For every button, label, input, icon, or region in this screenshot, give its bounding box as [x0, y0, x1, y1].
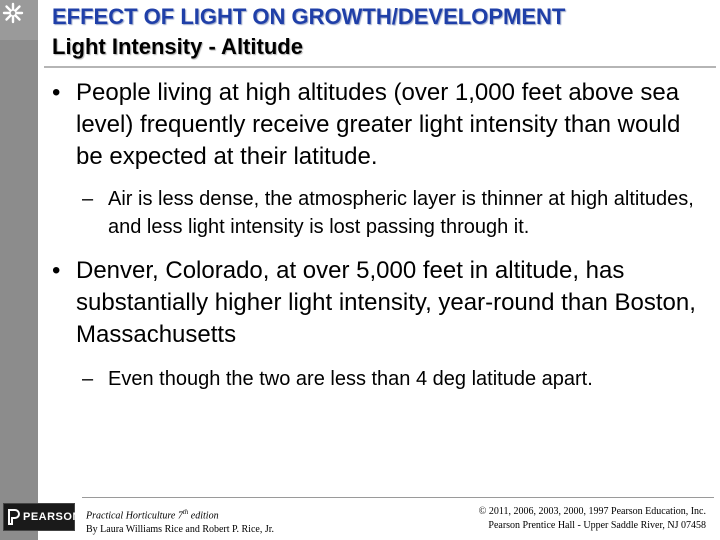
sub-bullet-item	[52, 365, 712, 393]
publisher-line: Pearson Prentice Hall - Upper Saddle River, NJ 07458	[488, 520, 706, 531]
bullet-item	[52, 77, 712, 173]
pearson-logo-text: PEARSON	[23, 511, 81, 523]
book-edition-sup: th	[182, 508, 189, 516]
copyright-line: © 2011, 2006, 2003, 2000, 1997 Pearson Education, Inc.	[478, 506, 706, 517]
sub-bullet-item	[52, 185, 712, 241]
book-title: Practical Horticulture 7	[86, 510, 183, 522]
sub-bullet-text: Air is less dense, the atmospheric layer is thinner at high altitudes, and less light intensity is lost passing through it.	[108, 188, 694, 238]
slide-subtitle: Light Intensity - Altitude	[52, 34, 303, 59]
footer-divider	[82, 497, 714, 498]
bullet-text: Denver, Colorado, at over 5,000 feet in altitude, has substantially higher light intensity, year-round than Boston, Massachusetts	[76, 257, 696, 348]
footer-copyright	[479, 505, 706, 533]
slide-title: EFFECT OF LIGHT ON GROWTH/DEVELOPMENT	[52, 4, 566, 29]
book-authors: By Laura Williams Rice and Robert P. Rice, Jr.	[86, 524, 274, 536]
pearson-p-icon	[7, 508, 21, 526]
left-sidebar-band	[0, 0, 38, 540]
book-title-line	[86, 505, 274, 523]
sub-bullet-mark: –	[82, 368, 94, 390]
slide-content	[52, 77, 712, 393]
pearson-logo-icon	[3, 503, 81, 531]
asterisk-flower-icon	[2, 2, 24, 24]
bullet-mark: •	[52, 257, 61, 284]
sidebar-top-block	[0, 0, 38, 40]
bullet-mark: •	[52, 79, 61, 106]
sub-bullet-text: Even though the two are less than 4 deg latitude apart.	[108, 368, 593, 390]
title-divider	[44, 66, 716, 68]
footer-citation	[86, 505, 274, 537]
bullet-text: People living at high altitudes (over 1,000 feet above sea level) frequently receive greater light intensity than would be expected at their latitude.	[76, 79, 681, 170]
sub-bullet-mark: –	[82, 188, 94, 210]
book-edition: edition	[188, 510, 219, 522]
bullet-item	[52, 255, 712, 351]
